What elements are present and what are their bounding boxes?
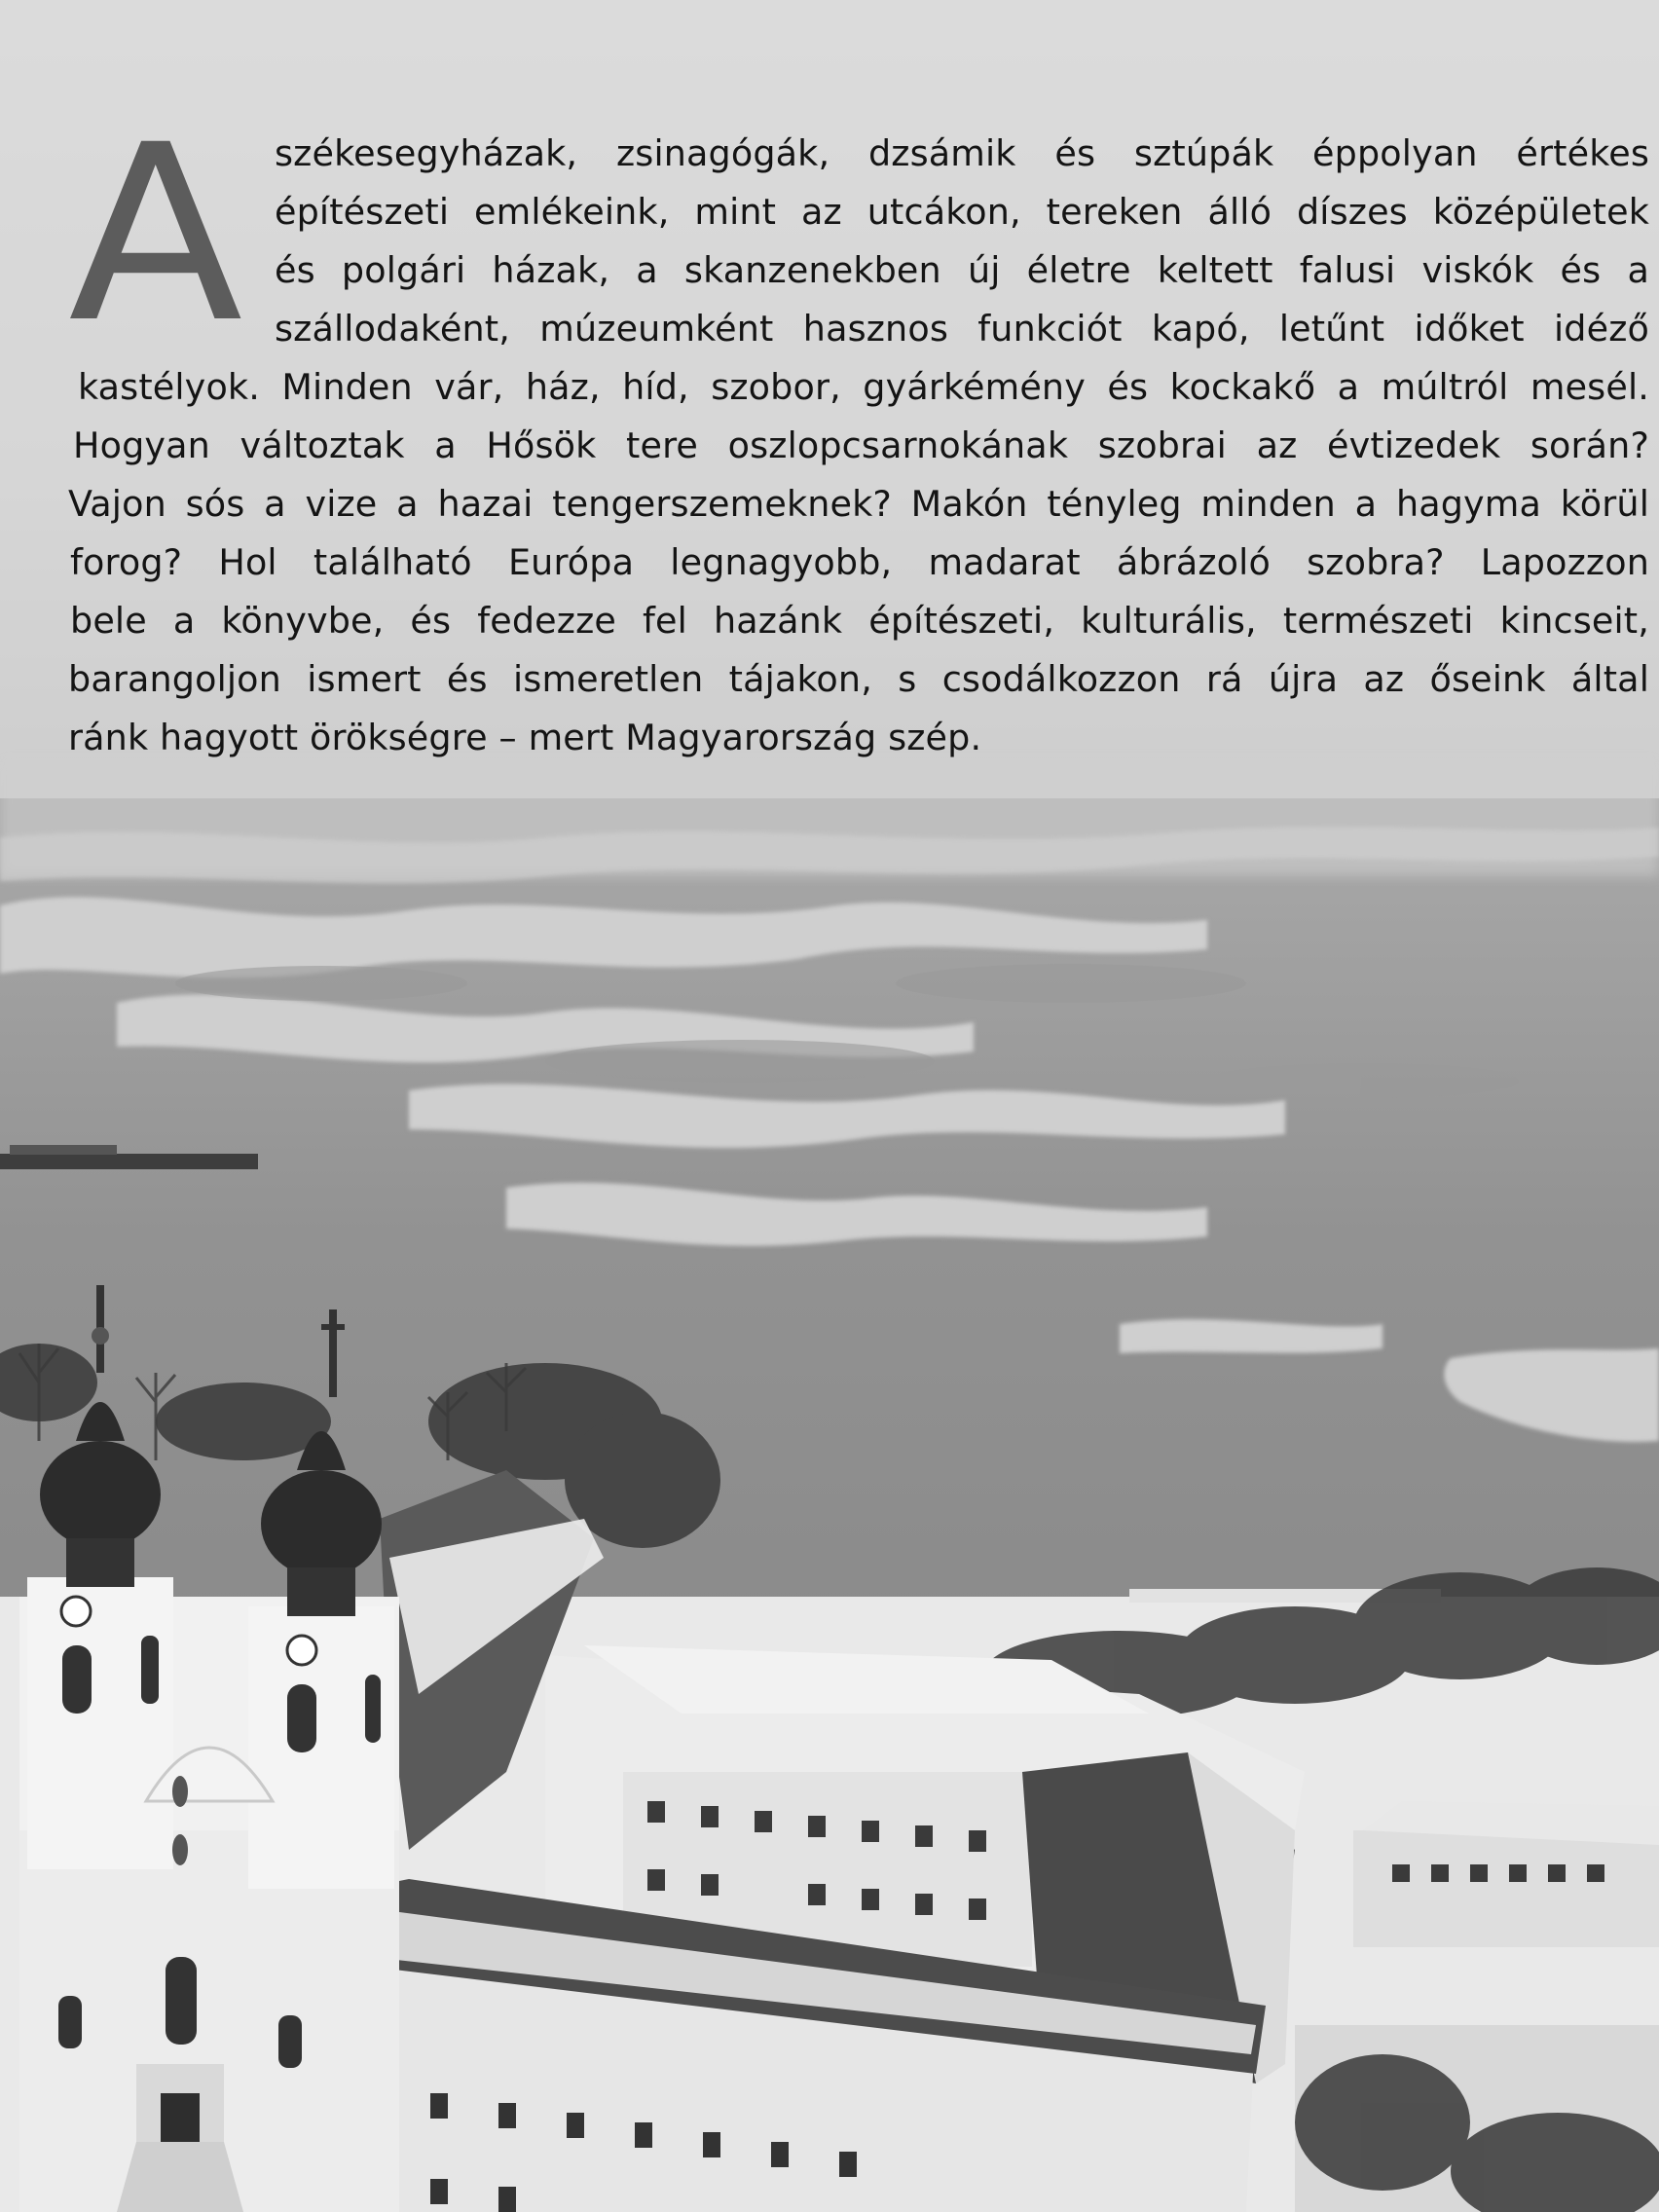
article-line: Hogyan változtak a Hősök tere oszlopcsarnokának szobrai az évtizedek során? — [73, 424, 1649, 466]
drop-cap: A — [68, 92, 243, 376]
article-line: székesegyházak, zsinagógák, dzsámik és sztúpák éppolyan értékes — [275, 132, 1649, 174]
article-line: barangoljon ismert és ismeretlen tájakon, s csodálkozzon rá újra az őseink által — [68, 658, 1649, 700]
article-line: Vajon sós a vize a hazai tengerszemeknek? Makón tényleg minden a hagyma körül — [68, 483, 1649, 525]
pier — [0, 1154, 258, 1169]
article-line: forog? Hol található Európa legnagyobb, madarat ábrázoló szobra? Lapozzon — [70, 541, 1649, 583]
article-line: bele a könyvbe, és fedezze fel hazánk építészeti, kulturális, természeti kincseit, — [70, 600, 1649, 642]
article-line: kastélyok. Minden vár, ház, híd, szobor, gyárkémény és kockakő a múltról mesél. — [78, 366, 1649, 408]
article-line: építészeti emlékeink, mint az utcákon, tereken álló díszes középületek — [275, 191, 1649, 233]
article-line: szállodaként, múzeumként hasznos funkciót kapó, letűnt időket idéző — [275, 308, 1649, 350]
article-line: ránk hagyott örökségre – mert Magyarország szép. — [68, 717, 982, 758]
article-line: és polgári házak, a skanzenekben új életre keltett falusi viskók és a — [275, 249, 1649, 291]
